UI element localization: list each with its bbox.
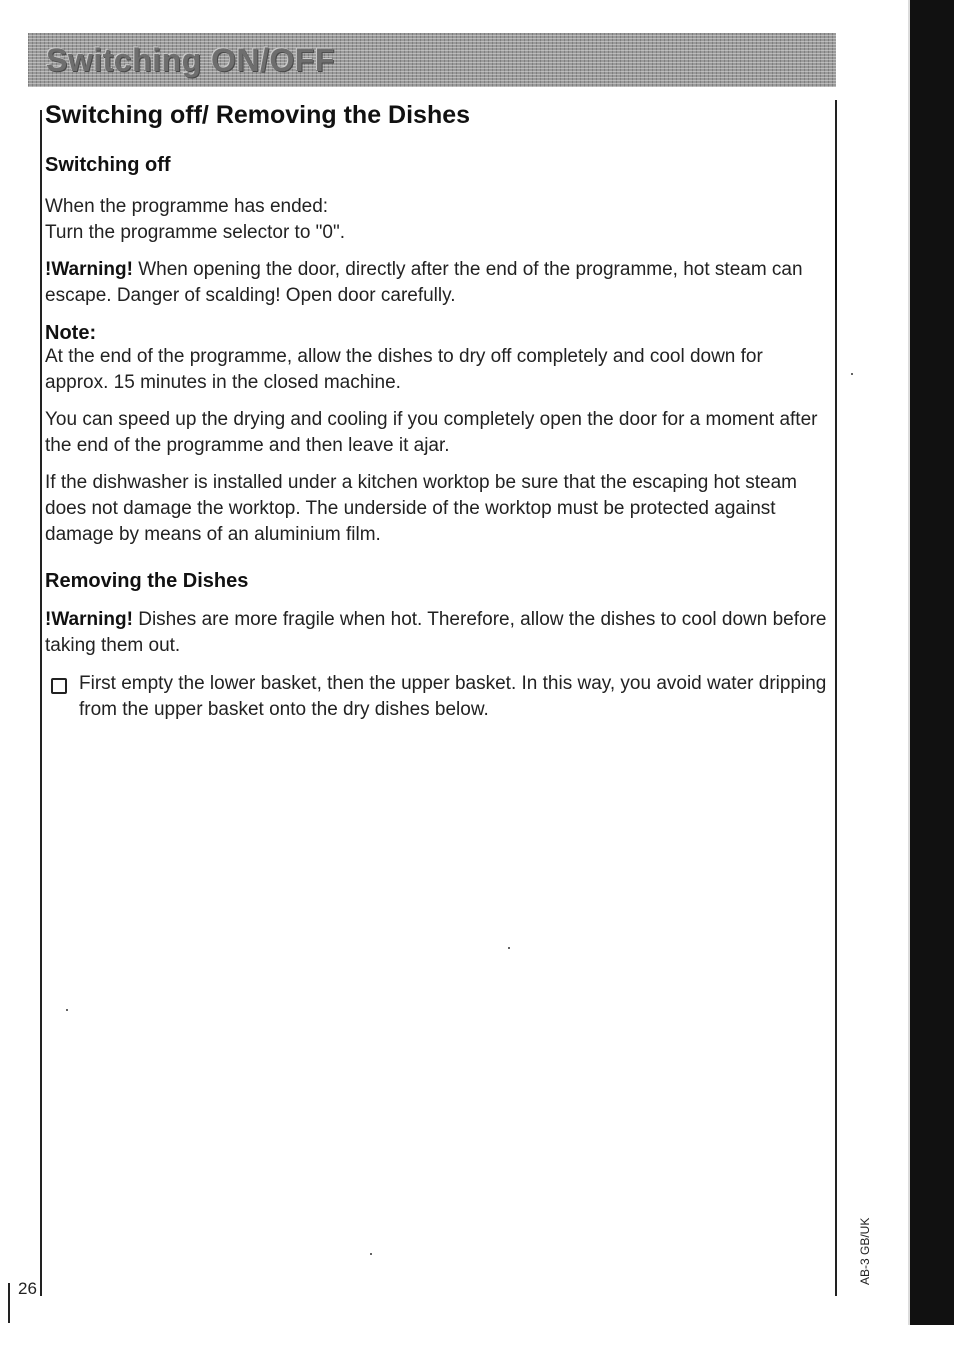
left-margin-rule — [40, 110, 42, 1296]
print-speck — [508, 947, 510, 949]
warning-paragraph-1 — [45, 257, 827, 309]
note-paragraph-2: You can speed up the drying and cooling if you completely open the door for a moment after the end of the programme and then leave it ajar. — [45, 409, 818, 456]
warning-paragraph-2 — [45, 607, 827, 659]
list-item — [45, 671, 827, 723]
section-banner — [28, 33, 836, 87]
warning-text: When opening the door, directly after the end of the programme, hot steam can escape. Danger of scalding! Open door carefully. — [45, 259, 803, 306]
note-paragraph-1: At the end of the programme, allow the dishes to dry off completely and cool down for approx. 15 minutes in the closed machine. — [45, 346, 763, 393]
subheading-removing-dishes: Removing the Dishes — [45, 570, 249, 592]
list-item-text: First empty the lower basket, then the upper basket. In this way, you avoid water dripping from the upper basket onto the dry dishes below. — [79, 673, 827, 720]
document-code: AB-3 GB/UK — [858, 1217, 872, 1285]
warning-text: Dishes are more fragile when hot. Therefore, allow the dishes to cool down before taking them out. — [45, 609, 827, 656]
print-speck — [370, 1253, 372, 1255]
switching-off-line-1: When the programme has ended: — [45, 196, 329, 217]
warning-label: !Warning! — [45, 609, 133, 630]
checkbox-square-icon — [51, 678, 67, 694]
right-margin-rule-bold — [835, 180, 837, 300]
print-speck — [66, 1009, 68, 1011]
switching-off-line-2: Turn the programme selector to "0". — [45, 222, 346, 243]
section-title: Switching off/ Removing the Dishes — [45, 101, 471, 129]
subheading-switching-off: Switching off — [45, 154, 171, 176]
banner-title: Switching ON/OFF — [46, 42, 335, 78]
print-speck — [851, 373, 853, 375]
bottom-margin-tick — [8, 1283, 10, 1323]
page-content — [45, 98, 827, 723]
page-edge-shadow — [910, 0, 954, 1325]
warning-label: !Warning! — [45, 259, 133, 280]
page-edge-line — [908, 0, 910, 1325]
page-number: 26 — [18, 1279, 37, 1298]
note-paragraph-3: If the dishwasher is installed under a kitchen worktop be sure that the escaping hot steam does not damage the worktop. The underside of the worktop must be protected against damage by means of an aluminium film. — [45, 472, 797, 545]
note-heading: Note: — [45, 322, 97, 344]
